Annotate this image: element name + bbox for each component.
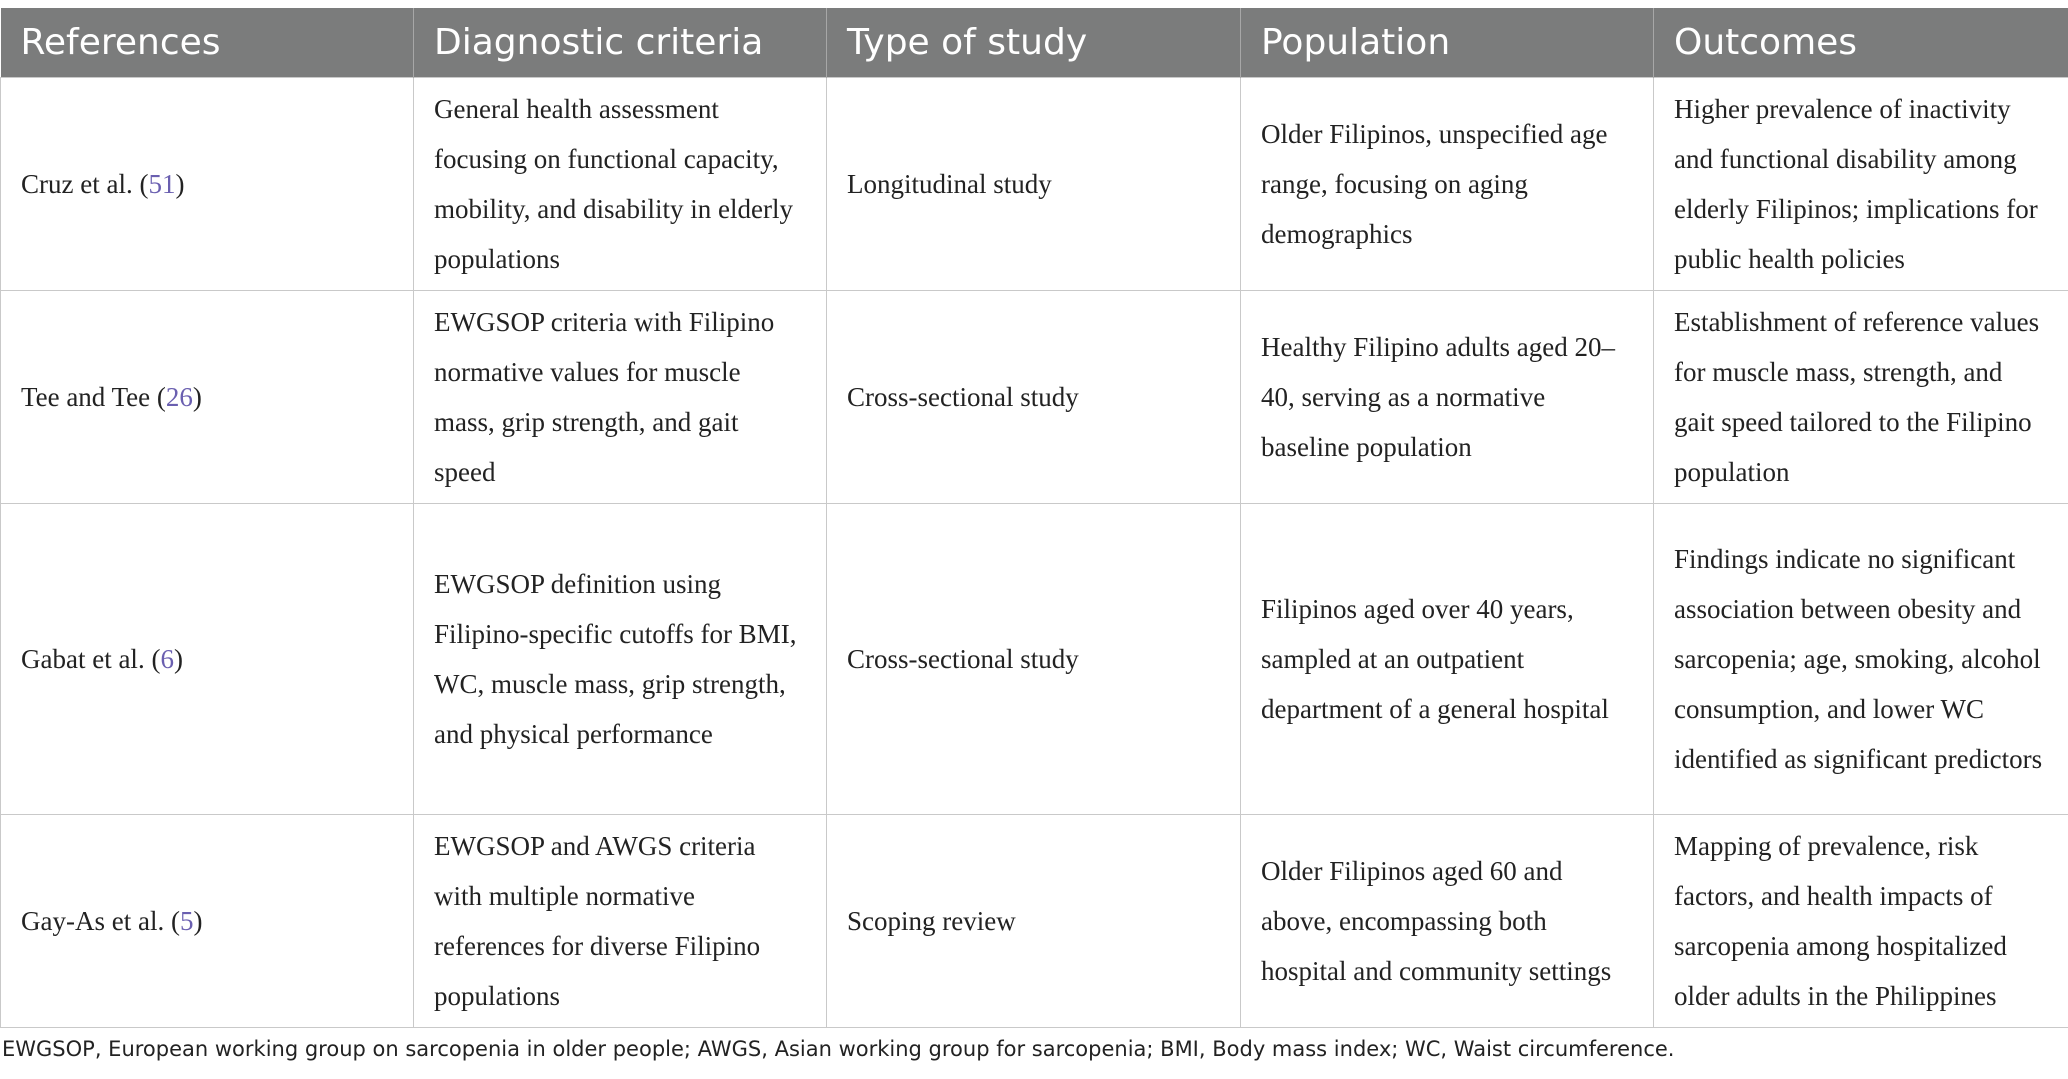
cell-outcomes: Higher prevalence of inactivity and functional disability among elderly Filipinos; implications for public health policies: [1654, 77, 2068, 290]
studies-table: [0, 8, 2068, 1028]
reference-author: Tee and Tee (: [21, 381, 166, 412]
reference-author: Gabat et al. (: [21, 643, 161, 674]
cell-study-type: Cross-sectional study: [827, 290, 1241, 503]
cell-reference: [1, 77, 414, 290]
header-population: Population: [1241, 8, 1654, 77]
cell-outcomes: Establishment of reference values for muscle mass, strength, and gait speed tailored to the Filipino population: [1654, 290, 2068, 503]
cell-outcomes: Findings indicate no significant association between obesity and sarcopenia; age, smoking, alcohol consumption, and lower WC identified as significant predictors: [1654, 503, 2068, 814]
cell-criteria: EWGSOP definition using Filipino-specific cutoffs for BMI, WC, muscle mass, grip strength, and physical performance: [414, 503, 827, 814]
header-diagnostic-criteria: Diagnostic criteria: [414, 8, 827, 77]
cell-criteria: EWGSOP criteria with Filipino normative values for muscle mass, grip strength, and gait speed: [414, 290, 827, 503]
reference-author: Gay-As et al. (: [21, 905, 180, 936]
cell-criteria: EWGSOP and AWGS criteria with multiple normative references for diverse Filipino populations: [414, 814, 827, 1027]
cell-reference: [1, 290, 414, 503]
reference-close: ): [173, 643, 183, 674]
table-row: [1, 503, 2068, 814]
citation-link[interactable]: 5: [179, 905, 194, 936]
header-references: References: [1, 8, 414, 77]
cell-study-type: Longitudinal study: [827, 77, 1241, 290]
table-row: [1, 290, 2068, 503]
cell-population: Older Filipinos aged 60 and above, encompassing both hospital and community settings: [1241, 814, 1654, 1027]
reference-author: Cruz et al. (: [21, 168, 149, 199]
citation-link[interactable]: 51: [148, 168, 176, 199]
cell-study-type: Cross-sectional study: [827, 503, 1241, 814]
studies-table-wrapper: [0, 8, 2068, 1028]
table-row: [1, 77, 2068, 290]
reference-close: ): [175, 168, 185, 199]
cell-study-type: Scoping review: [827, 814, 1241, 1027]
reference-close: ): [192, 381, 202, 412]
cell-population: Filipinos aged over 40 years, sampled at an outpatient department of a general hospital: [1241, 503, 1654, 814]
cell-reference: [1, 503, 414, 814]
header-outcomes: Outcomes: [1654, 8, 2068, 77]
cell-population: Older Filipinos, unspecified age range, focusing on aging demographics: [1241, 77, 1654, 290]
cell-population: Healthy Filipino adults aged 20–40, serving as a normative baseline population: [1241, 290, 1654, 503]
citation-link[interactable]: 6: [160, 643, 174, 674]
cell-outcomes: Mapping of prevalence, risk factors, and health impacts of sarcopenia among hospitalized older adults in the Philippines: [1654, 814, 2068, 1027]
citation-link[interactable]: 26: [165, 381, 193, 412]
reference-close: ): [193, 905, 203, 936]
cell-reference: [1, 814, 414, 1027]
table-header-row: [1, 8, 2068, 77]
header-type-of-study: Type of study: [827, 8, 1241, 77]
cell-criteria: General health assessment focusing on functional capacity, mobility, and disability in elderly populations: [414, 77, 827, 290]
table-footnote: EWGSOP, European working group on sarcopenia in older people; AWGS, Asian working group for sarcopenia; BMI, Body mass index; WC, Waist circumference.: [2, 1037, 1675, 1061]
table-row: [1, 814, 2068, 1027]
